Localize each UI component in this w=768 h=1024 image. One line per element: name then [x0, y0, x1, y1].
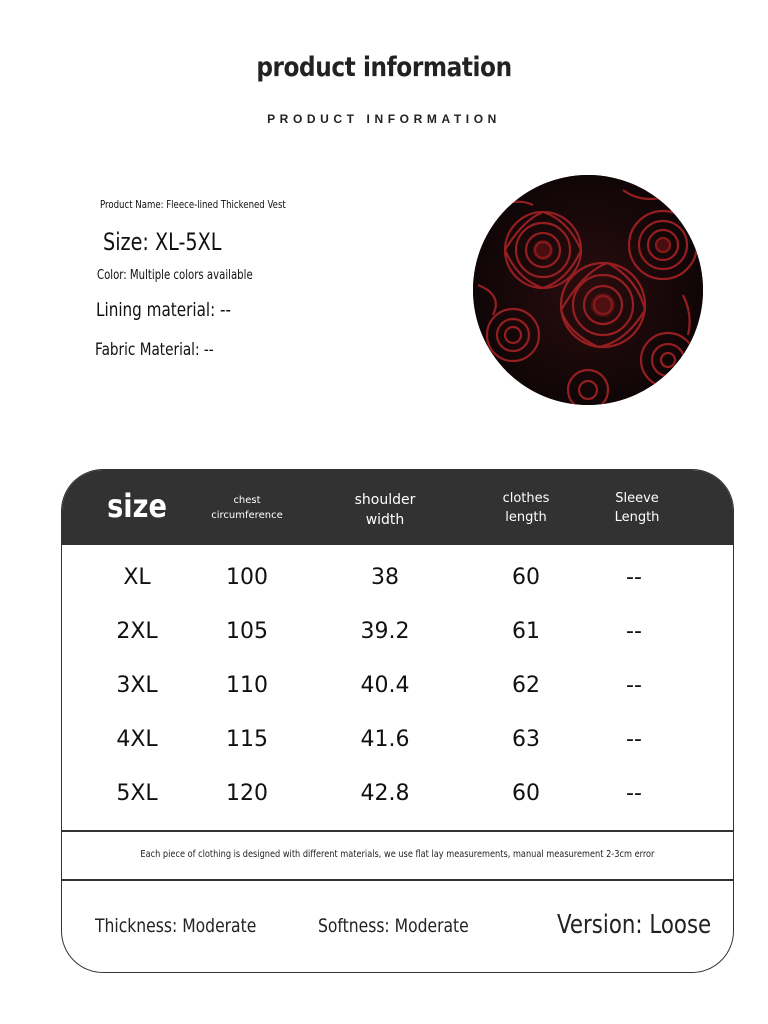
- cell-chest: 120: [226, 781, 268, 806]
- product-size-range: Size: XL-5XL: [103, 228, 222, 256]
- table-row: [62, 713, 733, 767]
- table-row: [62, 605, 733, 659]
- divider: [62, 879, 733, 881]
- product-name: Product Name: Fleece-lined Thickened Vest: [100, 198, 286, 211]
- cell-chest: 115: [226, 727, 268, 752]
- header-sleeve-line1: Sleeve: [615, 491, 659, 506]
- cell-chest: 110: [226, 673, 268, 698]
- cell-shoulder: 40.4: [360, 673, 410, 698]
- cell-size: 3XL: [116, 673, 158, 698]
- cell-sleeve-length: --: [626, 619, 642, 644]
- header-size: size: [107, 487, 167, 525]
- cell-shoulder: 41.6: [360, 727, 410, 752]
- cell-shoulder: 38: [371, 565, 399, 590]
- thickness-label: Thickness: Moderate: [95, 915, 257, 937]
- header-clothes-line1: clothes: [502, 491, 550, 506]
- cell-size: 5XL: [116, 781, 158, 806]
- rose-pattern-icon: [473, 175, 703, 405]
- page-subtitle: PRODUCT INFORMATION: [267, 112, 501, 126]
- softness-label: Softness: Moderate: [318, 915, 469, 937]
- cell-clothes-length: 60: [512, 565, 540, 590]
- page-title: product information: [256, 52, 512, 83]
- divider: [62, 830, 733, 832]
- cell-chest: 105: [226, 619, 268, 644]
- cell-sleeve-length: --: [626, 565, 642, 590]
- header-sleeve-line2: Length: [614, 509, 660, 525]
- cell-clothes-length: 61: [512, 619, 540, 644]
- size-chart-header: [62, 470, 733, 545]
- size-chart-card: [61, 469, 734, 973]
- cell-shoulder: 42.8: [360, 781, 410, 806]
- table-row: [62, 659, 733, 713]
- header-shoulder-line2: width: [365, 512, 405, 529]
- cell-chest: 100: [226, 565, 268, 590]
- cell-sleeve-length: --: [626, 781, 642, 806]
- header-sleeve-length: [587, 490, 687, 528]
- version-label: Version: Loose: [557, 910, 712, 940]
- cell-size: XL: [123, 565, 151, 590]
- header-clothes-length: [476, 490, 576, 528]
- header-shoulder-width: [335, 490, 435, 531]
- table-row: [62, 551, 733, 605]
- lining-material: Lining material: --: [96, 299, 232, 321]
- cell-sleeve-length: --: [626, 673, 642, 698]
- cell-clothes-length: 63: [512, 727, 540, 752]
- measurement-note: [62, 849, 733, 860]
- cell-size: 2XL: [116, 619, 158, 644]
- measurement-note-text: Each piece of clothing is designed with different materials, we use flat lay measurements, manual measurement 2-3cm error: [140, 849, 655, 860]
- cell-sleeve-length: --: [626, 727, 642, 752]
- cell-shoulder: 39.2: [360, 619, 410, 644]
- cell-size: 4XL: [116, 727, 158, 752]
- header-chest-line1: chest: [233, 495, 261, 506]
- fabric-material: Fabric Material: --: [95, 340, 214, 360]
- header-shoulder-line1: shoulder: [354, 492, 416, 508]
- cell-clothes-length: 62: [512, 673, 540, 698]
- rose-fabric-swatch-image: [473, 175, 703, 405]
- header-clothes-line2: length: [505, 509, 547, 525]
- cell-clothes-length: 60: [512, 781, 540, 806]
- header-chest-line2: circumference: [211, 509, 283, 521]
- table-row: [62, 767, 733, 821]
- header-chest-circumference: [197, 494, 297, 523]
- product-color: Color: Multiple colors available: [97, 268, 253, 283]
